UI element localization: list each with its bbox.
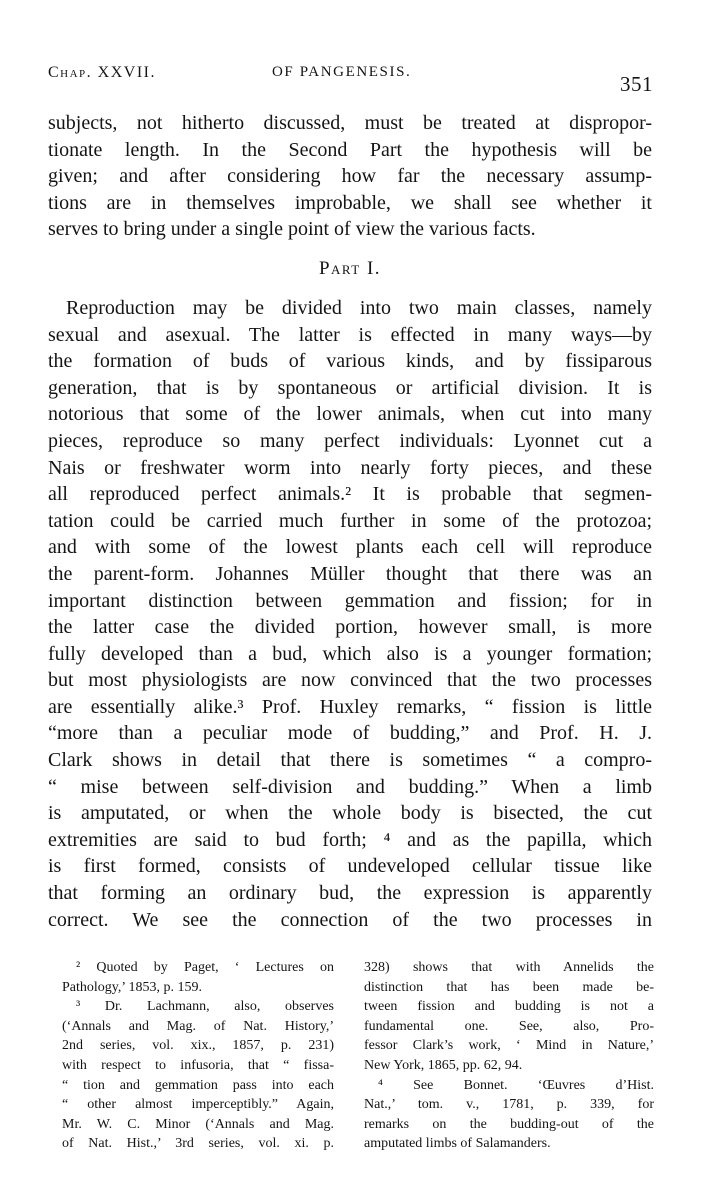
footnote-line: distinction that has been made be- <box>364 979 654 995</box>
text-line: “more than a peculiar mode of budding,” and Prof. H. J. <box>48 722 652 745</box>
footnote-line: “ tion and gemmation pass into each <box>62 1077 334 1093</box>
footnote-line: (‘Annals and Mag. of Nat. History,’ <box>62 1018 334 1034</box>
text-line: the latter case the divided portion, however small, is more <box>48 616 652 639</box>
text-line: fully developed than a bud, which also is a younger formation; <box>48 642 652 665</box>
body-text <box>48 110 652 933</box>
text-line: Clark shows in detail that there is sometimes “ a compro- <box>48 749 652 772</box>
text-line: notorious that some of the lower animals, when cut into many <box>48 403 652 426</box>
text-line: “ mise between self-division and budding.” When a limb <box>48 775 652 798</box>
footnote-line: ⁴ See Bonnet. ‘Œuvres d’Hist. <box>378 1077 654 1093</box>
text-line: Reproduction may be divided into two main classes, namely <box>66 296 652 319</box>
part-heading: Part I. <box>318 257 382 279</box>
text-line: sexual and asexual. The latter is effected in many ways—by <box>48 323 652 346</box>
text-line: is first formed, consists of undeveloped cellular tissue like <box>48 855 652 878</box>
text-line: and with some of the lowest plants each cell will reproduce <box>48 536 652 559</box>
main-paragraph <box>48 295 652 933</box>
text-line: subjects, not hitherto discussed, must be treated at dispropor- <box>48 112 652 134</box>
running-title: OF PANGENESIS. <box>272 64 412 80</box>
footnote-line: ³ Dr. Lachmann, also, observes <box>76 999 334 1015</box>
text-line: given; and after considering how far the necessary assump- <box>48 165 652 188</box>
text-line: all reproduced perfect animals.² It is probable that segmen- <box>48 483 652 506</box>
footnote-line: 2nd series, vol. xix., 1857, p. 231) <box>62 1038 334 1054</box>
footnote-column-right <box>364 958 654 1154</box>
footnote-line: ² Quoted by Paget, ‘ Lectures on <box>76 960 334 975</box>
text-line: that forming an ordinary bud, the expression is apparently <box>48 882 652 905</box>
footnote-line: of Nat. Hist.,’ 3rd series, vol. xi. p. <box>62 1136 334 1152</box>
text-line: tation could be carried much further in some of the protozoa; <box>48 509 652 532</box>
page-number: 351 <box>620 72 653 96</box>
text-line: the formation of buds of various kinds, and by fissiparous <box>48 350 652 373</box>
chapter-label: Chap. XXVII. <box>48 64 156 81</box>
footnote-line: amputated limbs of Salamanders. <box>364 1136 551 1152</box>
text-line: correct. We see the connection of the two processes in <box>48 908 652 931</box>
text-line: extremities are said to bud forth; ⁴ and as the papilla, which <box>48 828 652 851</box>
text-line: is amputated, or when the whole body is bisected, the cut <box>48 802 652 825</box>
footnote-line: Nat.,’ tom. v., 1781, p. 339, for <box>364 1097 654 1113</box>
intro-paragraph <box>48 110 652 243</box>
footnote-line: “ other almost imperceptibly.” Again, <box>62 1097 334 1113</box>
footnote-line: fessor Clark’s work, ‘ Mind in Nature,’ <box>364 1038 654 1054</box>
footnote-line: 328) shows that with Annelids the <box>364 960 654 975</box>
footnote-line: remarks on the budding-out of the <box>364 1116 654 1132</box>
text-line: tions are in themselves improbable, we shall see whether it <box>48 191 652 214</box>
text-line: the parent-form. Johannes Müller thought that there was an <box>48 562 652 585</box>
text-line: are essentially alike.³ Prof. Huxley remarks, “ fission is little <box>48 695 652 718</box>
text-line: tionate length. In the Second Part the hypothesis will be <box>48 138 652 161</box>
footnote-line: New York, 1865, pp. 62, 94. <box>364 1057 523 1073</box>
footnote-line: fundamental one. See, also, Pro- <box>364 1018 654 1034</box>
text-line: generation, that is by spontaneous or artificial division. It is <box>48 376 652 399</box>
footnote-column-left <box>62 958 334 1154</box>
text-line: serves to bring under a single point of view the various facts. <box>48 218 536 241</box>
text-line: pieces, reproduce so many perfect individuals: Lyonnet cut a <box>48 429 652 452</box>
text-line: important distinction between gemmation and fission; for in <box>48 589 652 612</box>
running-head <box>48 64 653 94</box>
text-line: but most physiologists are now convinced that the two processes <box>48 669 652 692</box>
footnote-line: with respect to infusoria, that “ fissa- <box>62 1057 334 1073</box>
footnote-line: Mr. W. C. Minor (‘Annals and Mag. <box>62 1116 334 1132</box>
footnote-line: Pathology,’ 1853, p. 159. <box>62 979 202 995</box>
text-line: Nais or freshwater worm into nearly forty pieces, and these <box>48 456 652 479</box>
footnote-line: tween fission and budding is not a <box>364 999 654 1015</box>
